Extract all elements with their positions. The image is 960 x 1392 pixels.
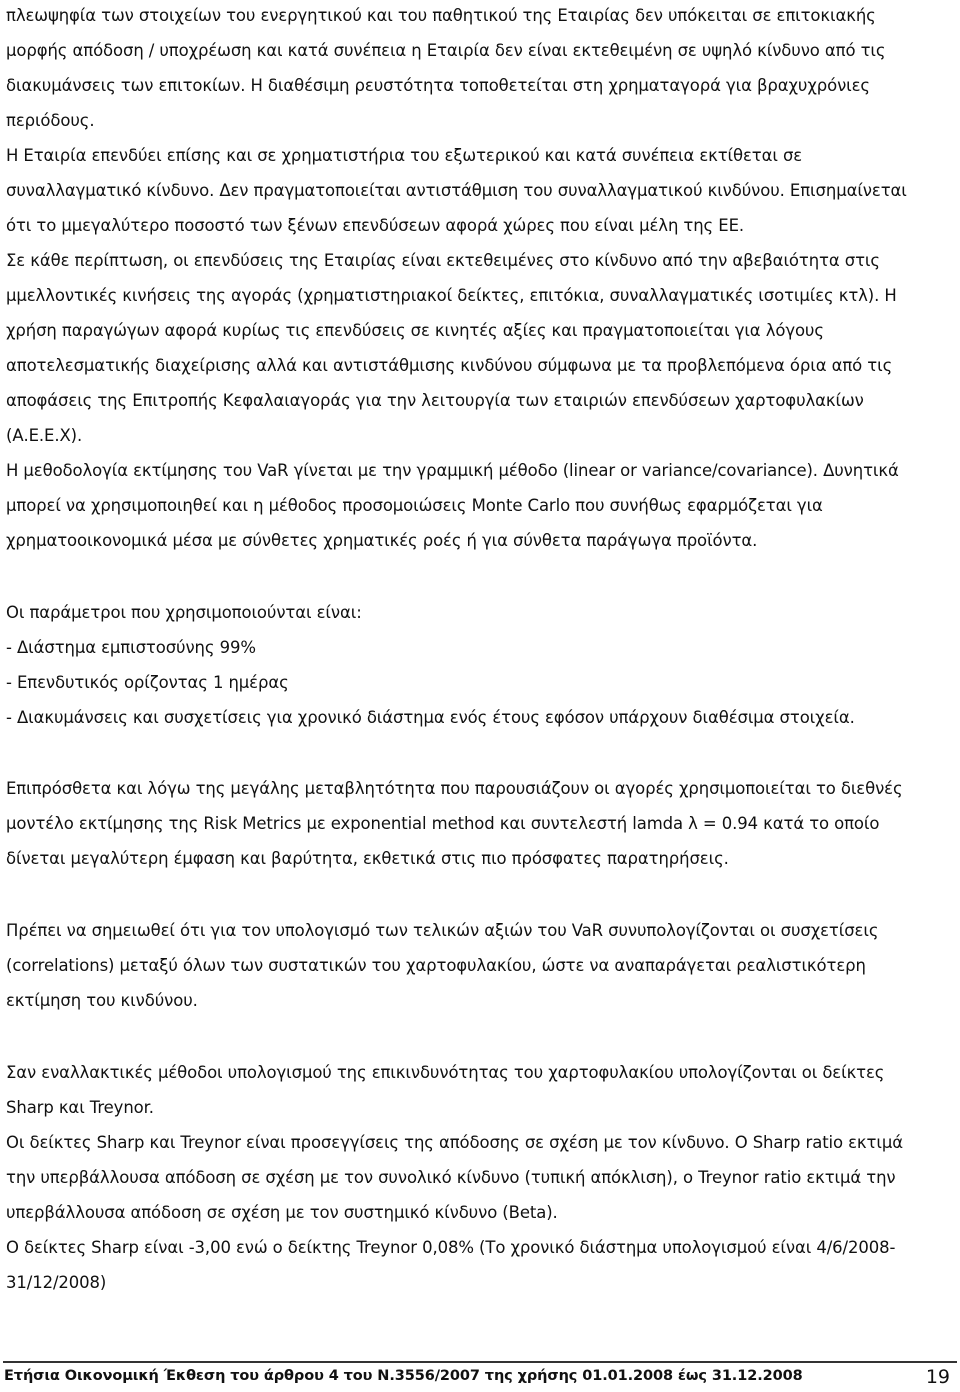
text-line: (correlations) μεταξύ όλων των συστατικών του χαρτοφυλακίου, ώστε να αναπαράγεται ρεαλιστικότερη: [6, 956, 866, 975]
text-line: Ο δείκτες Sharp είναι -3,00 ενώ ο δείκτης Treynor 0,08% (Το χρονικό διάστημα υπολογισμού είναι 4/6/2008-: [6, 1238, 896, 1257]
text-line: Σαν εναλλακτικές μέθοδοι υπολογισμού της επικινδυνότητας του χαρτοφυλακίου υπολογίζονται οι δείκτες: [6, 1063, 885, 1082]
text-line: πλεωψηφία των στοιχείων του ενεργητικού και του παθητικού της Εταιρίας δεν υπόκειται σε επιτοκιακής: [6, 6, 876, 25]
text-line: συναλλαγματικό κίνδυνο. Δεν πραγματοποιείται αντιστάθμιση του συναλλαγματικού κινδύνου. Επισημαίνεται: [6, 181, 907, 200]
text-line: Sharp και Treynor.: [6, 1098, 154, 1117]
text-line: Οι δείκτες Sharp και Treynor είναι προσεγγίσεις της απόδοσης σε σχέση με τον κίνδυνο. Ο Sharp ratio εκτιμά: [6, 1133, 903, 1152]
text-line: υπερβάλλουσα απόδοση σε σχέση με τον συστημικό κίνδυνο (Beta).: [6, 1203, 558, 1222]
text-line: μοντέλο εκτίμησης της Risk Metrics με exponential method και συντελεστή lamda λ = 0.94 κατά το οποίο: [6, 814, 880, 833]
text-line: εκτίμηση του κινδύνου.: [6, 991, 198, 1010]
footer-divider: [3, 1361, 957, 1363]
footer-title: Ετήσια Οικονομική Έκθεση του άρθρου 4 του Ν.3556/2007 της χρήσης 01.01.2008 έως 31.12.2008: [4, 1368, 803, 1384]
text-line: Οι παράμετροι που χρησιμοποιούνται είναι:: [6, 603, 362, 622]
text-line: αποφάσεις της Επιτροπής Κεφαλαιαγοράς για την λειτουργία των εταιριών επενδύσεων χαρτοφυλακίων: [6, 391, 864, 410]
page-number: 19: [925, 1366, 950, 1388]
text-line: 31/12/2008): [6, 1273, 107, 1292]
text-line: δίνεται μεγαλύτερη έμφαση και βαρύτητα, εκθετικά στις πιο πρόσφατες παρατηρήσεις.: [6, 849, 729, 868]
text-line: (Α.Ε.Ε.Χ).: [6, 426, 83, 445]
text-line: την υπερβάλλουσα απόδοση σε σχέση με τον συνολικό κίνδυνο (τυπική απόκλιση), ο Treynor ratio εκτιμά την: [6, 1168, 896, 1187]
text-line: μμελλοντικές κινήσεις της αγοράς (χρηματιστηριακοί δείκτες, επιτόκια, συναλλαγματικές ισοτιμίες κτλ). Η: [6, 286, 897, 305]
list-item: - Διάστημα εμπιστοσύνης 99%: [6, 638, 256, 657]
text-line: μπορεί να χρησιμοποιηθεί και η μέθοδος προσομοιώσεις Monte Carlo που συνήθως εφαρμόζεται για: [6, 496, 823, 515]
text-line: Πρέπει να σημειωθεί ότι για τον υπολογισμό των τελικών αξιών του VaR συνυπολογίζονται οι συσχετίσεις: [6, 921, 879, 940]
list-item: - Επενδυτικός ορίζοντας 1 ημέρας: [6, 673, 289, 692]
text-line: Η Εταιρία επενδύει επίσης και σε χρηματιστήρια του εξωτερικού και κατά συνέπεια εκτίθεται σε: [6, 146, 803, 165]
text-line: ότι το μμεγαλύτερο ποσοστό των ξένων επενδύσεων αφορά χώρες που είναι μέλη της ΕΕ.: [6, 216, 745, 235]
text-line: χρήση παραγώγων αφορά κυρίως τις επενδύσεις σε κινητές αξίες και πραγματοποιείται για λόγους: [6, 321, 824, 340]
text-line: αποτελεσματικής διαχείρισης αλλά και αντιστάθμισης κινδύνου σύμφωνα με τα προβλεπόμενα όρια από τις: [6, 356, 893, 375]
text-line: μορφής απόδοση / υποχρέωση και κατά συνέπεια η Εταιρία δεν είναι εκτεθειμένη σε υψηλό κίνδυνο από τις: [6, 41, 886, 60]
text-line: διακυμάνσεις των επιτοκίων. Η διαθέσιμη ρευστότητα τοποθετείται στη χρηματαγορά για βραχυχρόνιες: [6, 76, 871, 95]
text-line: Σε κάθε περίπτωση, οι επενδύσεις της Εταιρίας είναι εκτεθειμένες στο κίνδυνο από την αβεβαιότητα στις: [6, 251, 880, 270]
text-line: χρηματοοικονομικά μέσα με σύνθετες χρηματικές ροές ή για σύνθετα παράγωγα προϊόντα.: [6, 531, 758, 550]
text-line: Η μεθοδολογία εκτίμησης του VaR γίνεται με την γραμμική μέθοδο (linear or variance/covariance). Δυνητικά: [6, 461, 899, 480]
list-item: - Διακυμάνσεις και συσχετίσεις για χρονικό διάστημα ενός έτους εφόσον υπάρχουν διαθέσιμα στοιχεία.: [6, 708, 855, 727]
text-line: Επιπρόσθετα και λόγω της μεγάλης μεταβλητότητα που παρουσιάζουν οι αγορές χρησιμοποιείται το διεθνές: [6, 779, 903, 798]
text-line: περιόδους.: [6, 111, 95, 130]
